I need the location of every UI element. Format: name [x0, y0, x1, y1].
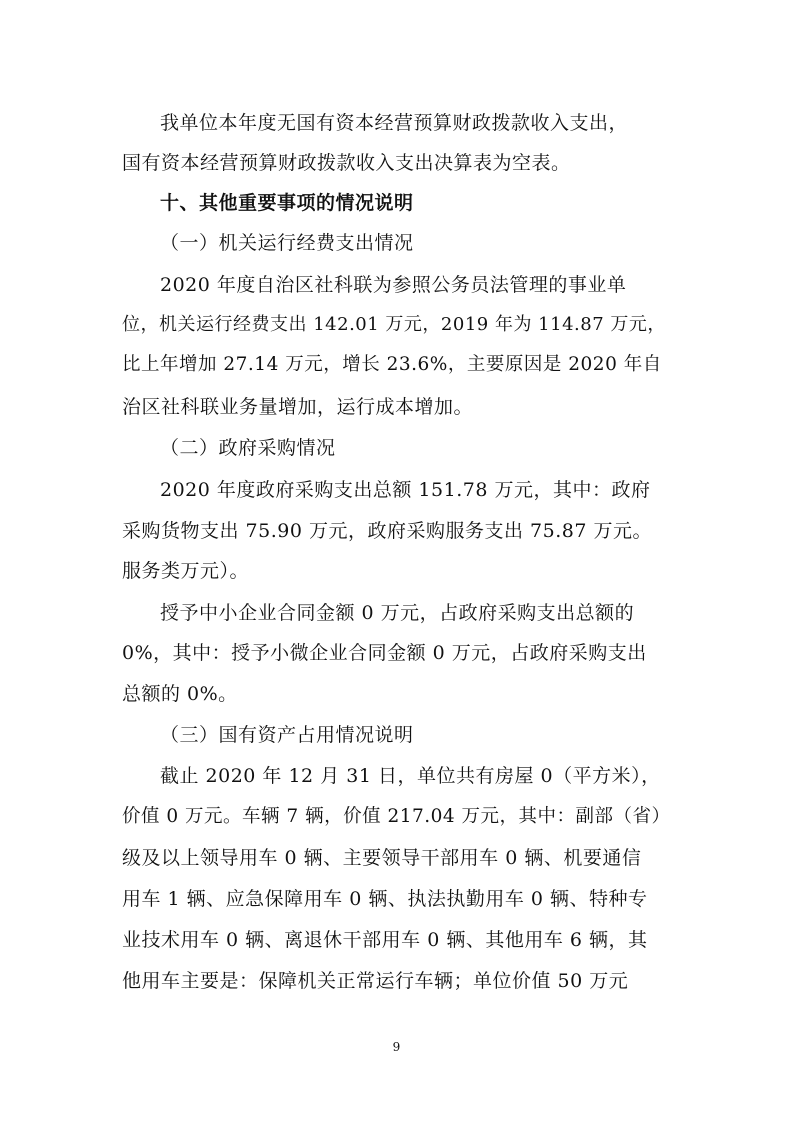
subsection-heading: （二）政府采购情况 — [160, 437, 336, 459]
paragraph-line: 总额的 0%。 — [122, 683, 238, 705]
paragraph-line: 2020 年度自治区社科联为参照公务员法管理的事业单 — [160, 274, 627, 296]
paragraph-line: 用车 1 辆、应急保障用车 0 辆、执法执勤用车 0 辆、特种专 — [122, 888, 648, 910]
section-heading: 十、其他重要事项的情况说明 — [160, 192, 414, 214]
paragraph-line: 2020 年度政府采购支出总额 151.78 万元，其中：政府 — [160, 479, 651, 501]
paragraph-line: 服务类万元）。 — [122, 560, 250, 582]
paragraph-line: 治区社科联业务量增加，运行成本增加。 — [122, 396, 474, 418]
paragraph-line: 他用车主要是：保障机关正常运行车辆；单位价值 50 万元 — [122, 970, 629, 992]
paragraph-line: 级及以上领导用车 0 辆、主要领导干部用车 0 辆、机要通信 — [122, 847, 642, 869]
paragraph-line: 位，机关运行经费支出 142.01 万元，2019 年为 114.87 万元， — [122, 314, 666, 335]
subsection-heading: （一）机关运行经费支出情况 — [160, 232, 414, 254]
paragraph-line: 我单位本年度无国有资本经营预算财政拨款收入支出， — [160, 112, 629, 134]
paragraph-line: 截止 2020 年 12 月 31 日，单位共有房屋 0（平方米）， — [160, 765, 661, 787]
paragraph-line: 国有资本经营预算财政拨款收入支出决算表为空表。 — [122, 152, 571, 174]
paragraph-line: 价值 0 万元。车辆 7 辆，价值 217.04 万元，其中：副部（省） — [122, 806, 671, 827]
paragraph-line: 比上年增加 27.14 万元，增长 23.6%，主要原因是 2020 年自 — [122, 354, 662, 375]
paragraph-line: 业技术用车 0 辆、离退休干部用车 0 辆、其他用车 6 辆，其 — [122, 929, 648, 951]
paragraph-line: 授予中小企业合同金额 0 万元，占政府采购支出总额的 — [160, 602, 635, 624]
subsection-heading: （三）国有资产占用情况说明 — [160, 724, 414, 746]
page-number: 9 — [392, 1040, 401, 1054]
paragraph-line: 0%，其中：授予小微企业合同金额 0 万元，占政府采购支出 — [122, 642, 647, 664]
paragraph-line: 采购货物支出 75.90 万元，政府采购服务支出 75.87 万元。 — [122, 520, 652, 542]
